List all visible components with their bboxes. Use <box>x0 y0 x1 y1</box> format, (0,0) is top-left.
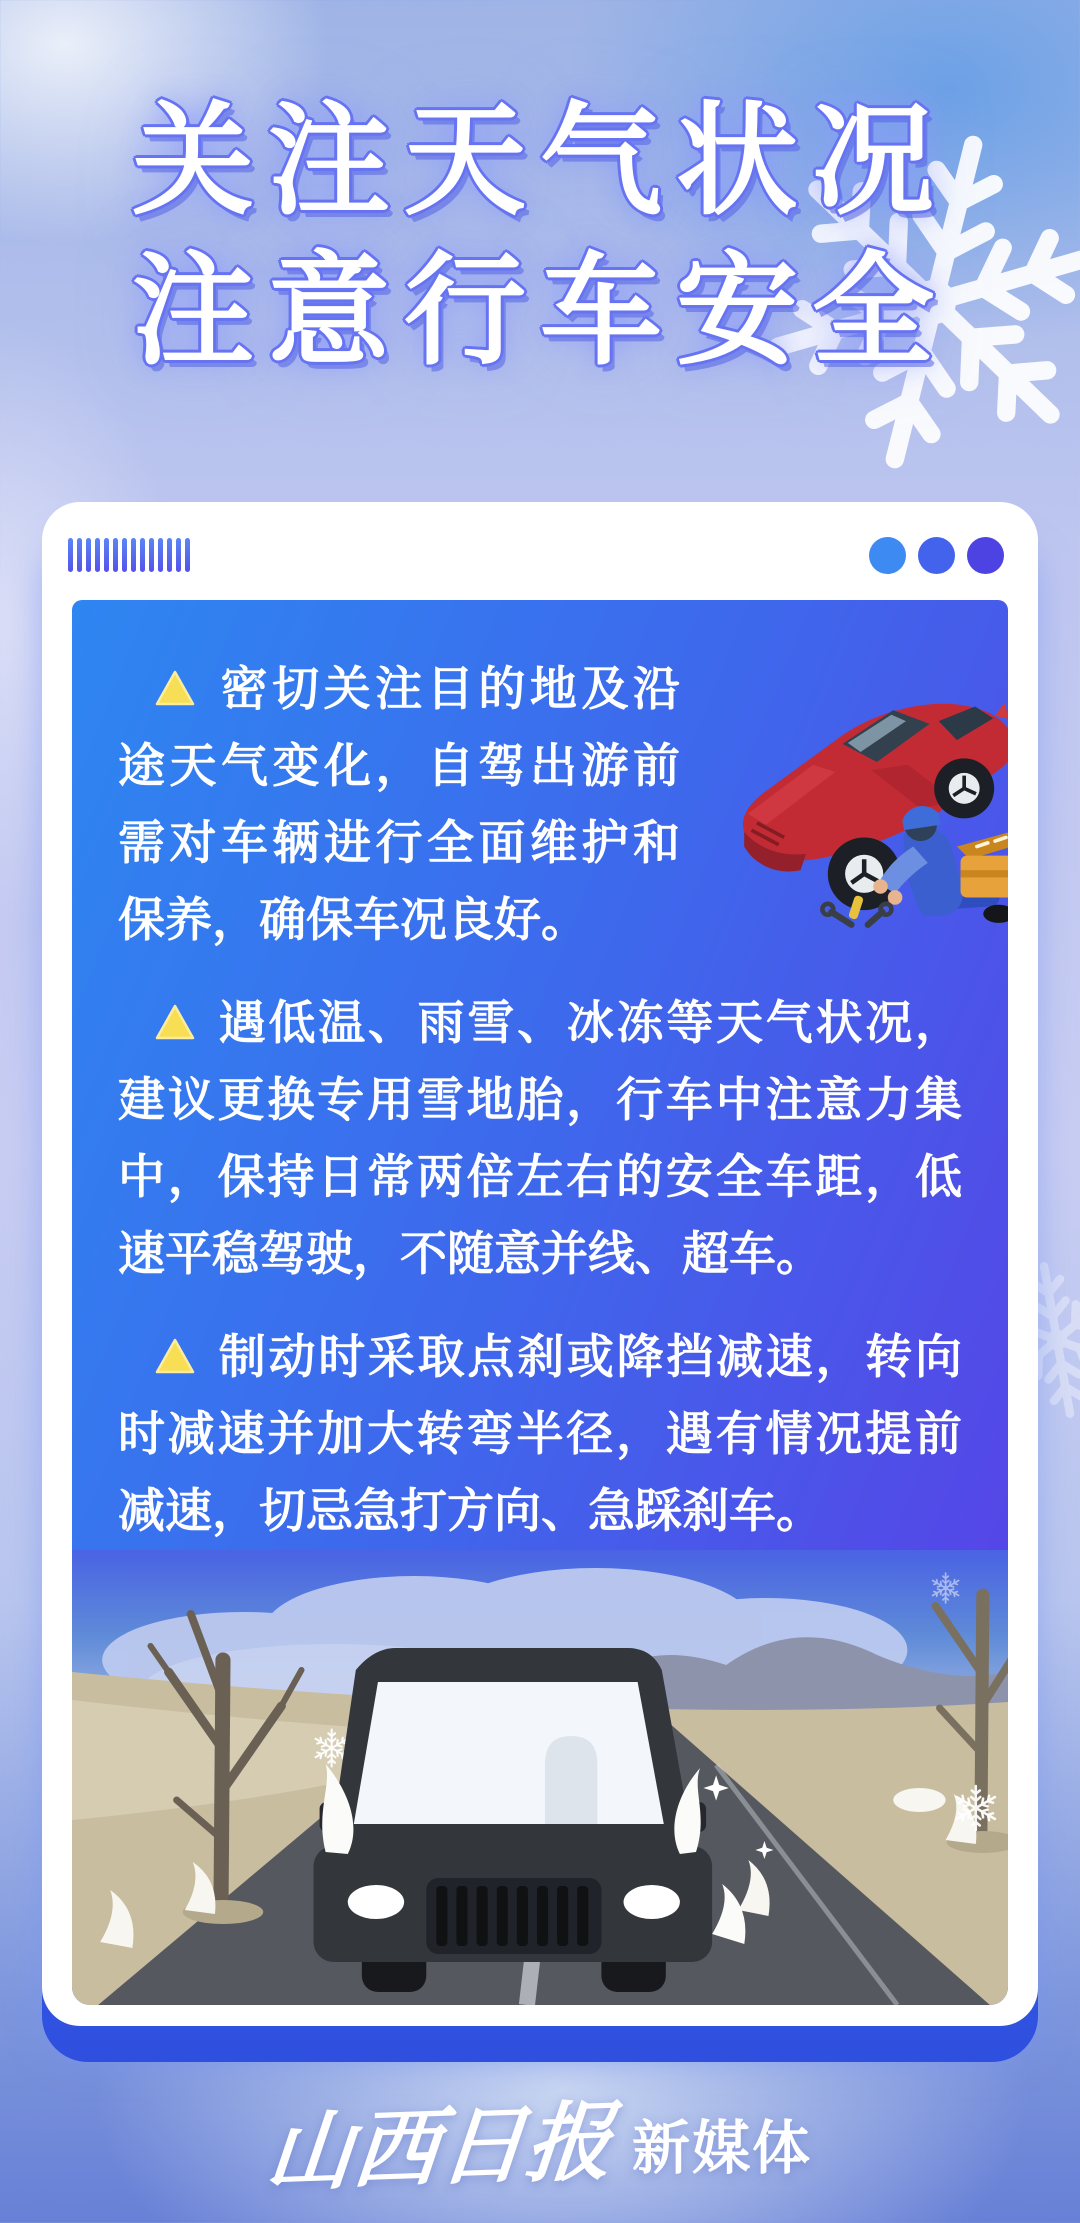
blue-panel <box>72 600 1008 2005</box>
tip-paragraph <box>118 650 962 958</box>
winter-scene-svg <box>72 1550 1008 2005</box>
poster-title <box>0 86 1080 386</box>
tip-text: 密切关注目的地及沿途天气变化，自驾出游前需对车辆进行全面维护和保养，确保车况良好。 <box>118 662 680 946</box>
card-surface <box>42 502 1038 2026</box>
tip-paragraph <box>118 984 962 1292</box>
warning-triangle-icon <box>154 986 196 1024</box>
brand-calligraphy: 山西日报 <box>262 2091 617 2204</box>
tip-paragraph <box>118 1318 962 1549</box>
suv-winter-road-illustration <box>72 1550 1008 2005</box>
tips-block <box>72 600 1008 1549</box>
window-dots-icon <box>869 537 1004 574</box>
red-car-mechanic-svg <box>726 652 1008 934</box>
window-ticks-icon <box>68 538 190 572</box>
poster-title-line1: 关注天气状况 <box>132 93 948 229</box>
car-maintenance-illustration <box>690 652 990 952</box>
poster-title-line2: 注意行车安全 <box>132 243 948 379</box>
brand-suffix: 新媒体 <box>631 2116 812 2181</box>
tip-text: 遇低温、雨雪、冰冻等天气状况，建议更换专用雪地胎，行车中注意力集中，保持日常两倍左右的安全车距，低速平稳驾驶，不随意并线、超车。 <box>118 996 962 1280</box>
warning-triangle-icon <box>154 652 196 690</box>
tip-text: 制动时采取点刹或降挡减速，转向时减速并加大转弯半径，遇有情况提前减速，切忌急打方向、急踩刹车。 <box>118 1330 962 1537</box>
footer-brand <box>0 2078 1080 2202</box>
card-header <box>42 502 1038 600</box>
toolbox <box>957 832 1008 897</box>
warning-triangle-icon <box>154 1320 196 1358</box>
content-card <box>42 502 1038 2026</box>
